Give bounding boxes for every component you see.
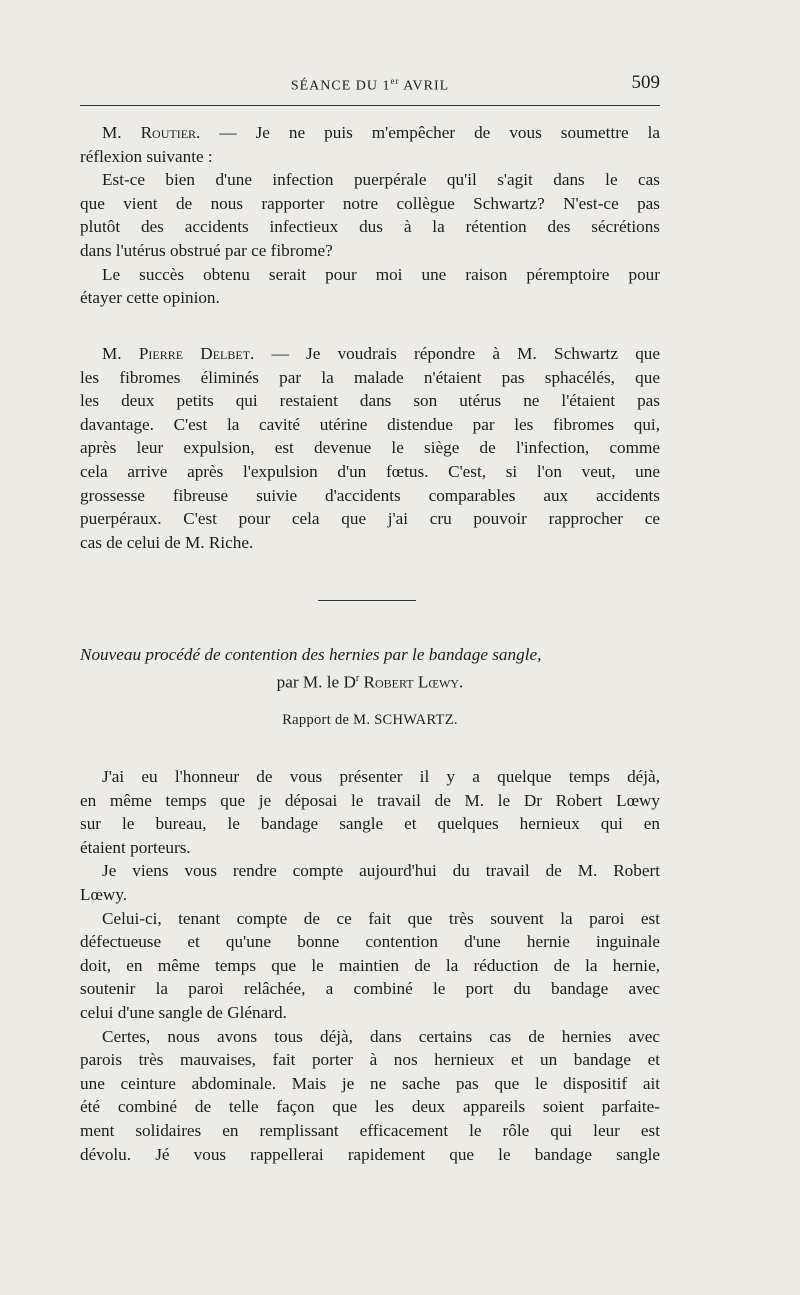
text-line: celui d'une sangle de Glénard. [80, 1002, 287, 1022]
running-title-month: AVRIL [403, 78, 450, 94]
text-line: les deux petits qui restaient dans son utérus ne l'étaient pas [80, 391, 660, 411]
text-line: une ceinture abdominale. Mais je ne sache pas que le dispositif ait [80, 1073, 660, 1093]
text-line: ment solidaires en remplissant efficacement le rôle qui leur est [80, 1120, 660, 1140]
text-line: soutenir la paroi relâchée, a combiné le port du bandage avec [80, 979, 660, 999]
running-title-day: 1 [382, 78, 391, 94]
text-line: après leur expulsion, est devenue le siège de l'infection, comme [80, 438, 660, 458]
text-line: dans l'utérus obstrué par ce fibrome? [80, 240, 333, 260]
text-line: Est-ce bien d'une infection puerpérale qu'il s'agit dans le cas [102, 170, 660, 190]
text-line: étaient porteurs. [80, 837, 191, 857]
text-line: les fibromes éliminés par la malade n'étaient pas sphacélés, que [80, 367, 660, 387]
byline-author: Robert Lœwy. [363, 672, 464, 692]
text-line: sur le bureau, le bandage sangle et quelques hernieux qui en [80, 814, 660, 834]
running-title-text: SÉANCE DU [290, 78, 378, 94]
text-line: parois très mauvaises, fait porter à nos hernieux et un bandage et [80, 1050, 660, 1070]
page-header [80, 72, 660, 100]
text-line [80, 121, 660, 145]
text-line: réflexion suivante : [80, 146, 213, 166]
article-title-italic: Nouveau procédé de contention des hernies par le bandage sangle, [80, 645, 542, 664]
text-line: cela arrive après l'expulsion d'un fœtus. C'est, si l'on veut, une [80, 461, 660, 481]
text-line: Certes, nous avons tous déjà, dans certains cas de hernies avec [102, 1026, 660, 1046]
text-line: Le succès obtenu serait pour moi une raison péremptoire pour [102, 264, 660, 284]
section-separator [318, 600, 416, 601]
byline-prefix: par M. le D [276, 672, 356, 692]
header-rule [80, 105, 660, 106]
text-line: Lœwy. [80, 884, 128, 904]
page-number: 509 [631, 72, 660, 93]
text-line: plutôt des accidents infectieux dus à la rétention des sécrétions [80, 217, 660, 237]
text-line: puerpéraux. C'est pour cela que j'ai cru pouvoir rapprocher ce [80, 509, 660, 529]
byline-sup: r [355, 673, 360, 684]
text-line: Celui-ci, tenant compte de ce fait que très souvent la paroi est [102, 908, 660, 928]
text-line: Je viens vous rendre compte aujourd'hui du travail de M. Robert [102, 861, 660, 881]
text-line [80, 342, 660, 366]
paragraph-delbet [80, 342, 660, 554]
article-body [80, 765, 660, 1166]
text-line: défectueuse et qu'une bonne contention d'une hernie inguinale [80, 932, 660, 952]
text-line: grossesse fibreuse suivie d'accidents comparables aux accidents [80, 485, 660, 505]
text-line: été combiné de telle façon que les deux appareils soient parfaite- [80, 1097, 660, 1117]
paragraph-routier [80, 121, 660, 310]
text-line: que vient de nous rapporter notre collègue Schwartz? N'est-ce pas [80, 193, 660, 213]
speaker-name: M. Pierre Delbet. [102, 344, 255, 363]
rapport-heading: Rapport de M. SCHWARTZ. [282, 712, 458, 728]
line-text: — Je ne puis m'empêcher de vous soumettre la [219, 123, 660, 142]
text-line: cas de celui de M. Riche. [80, 532, 254, 552]
text-line: étayer cette opinion. [80, 288, 220, 308]
text-line: doit, en même temps que le maintien de la réduction de la hernie, [80, 955, 660, 975]
running-title [80, 76, 660, 95]
text-line: davantage. C'est la cavité utérine distendue par les fibromes qui, [80, 414, 660, 434]
article-byline [80, 667, 660, 695]
speaker-name: M. Routier. [102, 123, 201, 142]
text-line: dévolu. Jé vous rappellerai rapidement que le bandage sangle [80, 1144, 660, 1164]
line-text: — Je voudrais répondre à M. Schwartz que [271, 344, 661, 363]
text-line: J'ai eu l'honneur de vous présenter il y a quelque temps déjà, [102, 767, 660, 786]
article-title [80, 643, 660, 695]
text-line: en même temps que je déposai le travail de M. le Dr Robert Lœwy [80, 790, 660, 810]
running-title-day-sup: er [390, 76, 400, 86]
